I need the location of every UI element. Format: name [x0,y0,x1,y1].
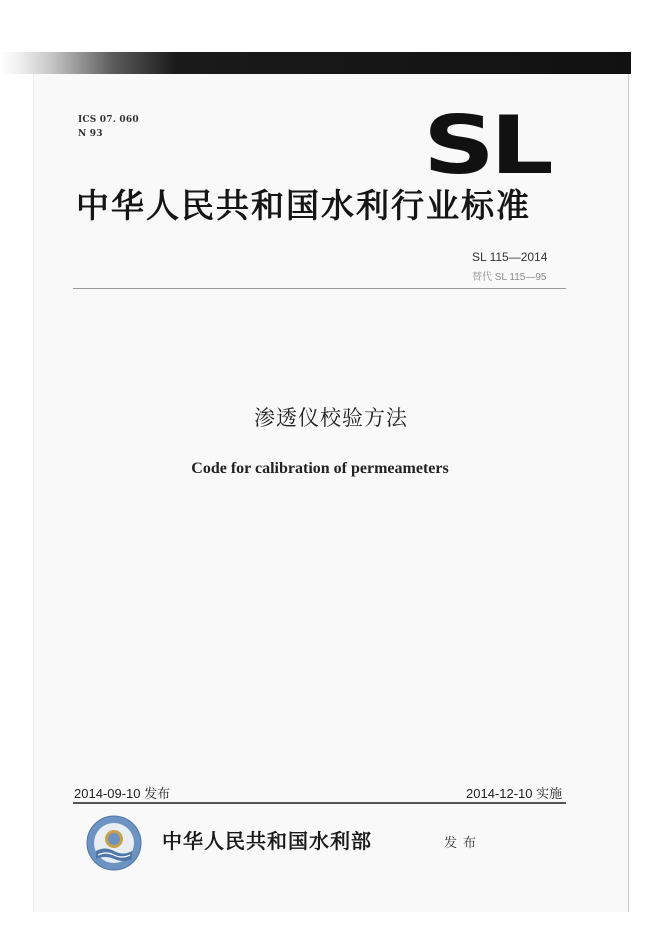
publish-label: 发布 [444,836,483,851]
document-title-cn: 渗透仪校验方法 [254,406,408,430]
standard-replaces: 替代 SL 115—95 [472,272,547,283]
organization-title: 中华人民共和国水利行业标准 [76,186,531,225]
publisher-name: 中华人民共和国水利部 [162,829,372,853]
implementation-date: 2014-12-10 实施 [466,786,563,801]
scan-shadow-bar [0,52,631,74]
classification-code: N 93 [78,129,103,139]
page-edge-left [33,74,34,912]
ics-code: ICS 07. 060 [78,115,139,125]
footer-divider [73,802,566,804]
ministry-seal-icon [86,815,142,871]
page-edge-right [628,74,629,912]
document-title-en: Code for calibration of permeameters [191,460,449,477]
header-divider [73,288,566,289]
issue-date: 2014-09-10 发布 [74,786,171,801]
standard-number: SL 115—2014 [472,250,548,264]
sl-logo: SL [423,99,549,192]
